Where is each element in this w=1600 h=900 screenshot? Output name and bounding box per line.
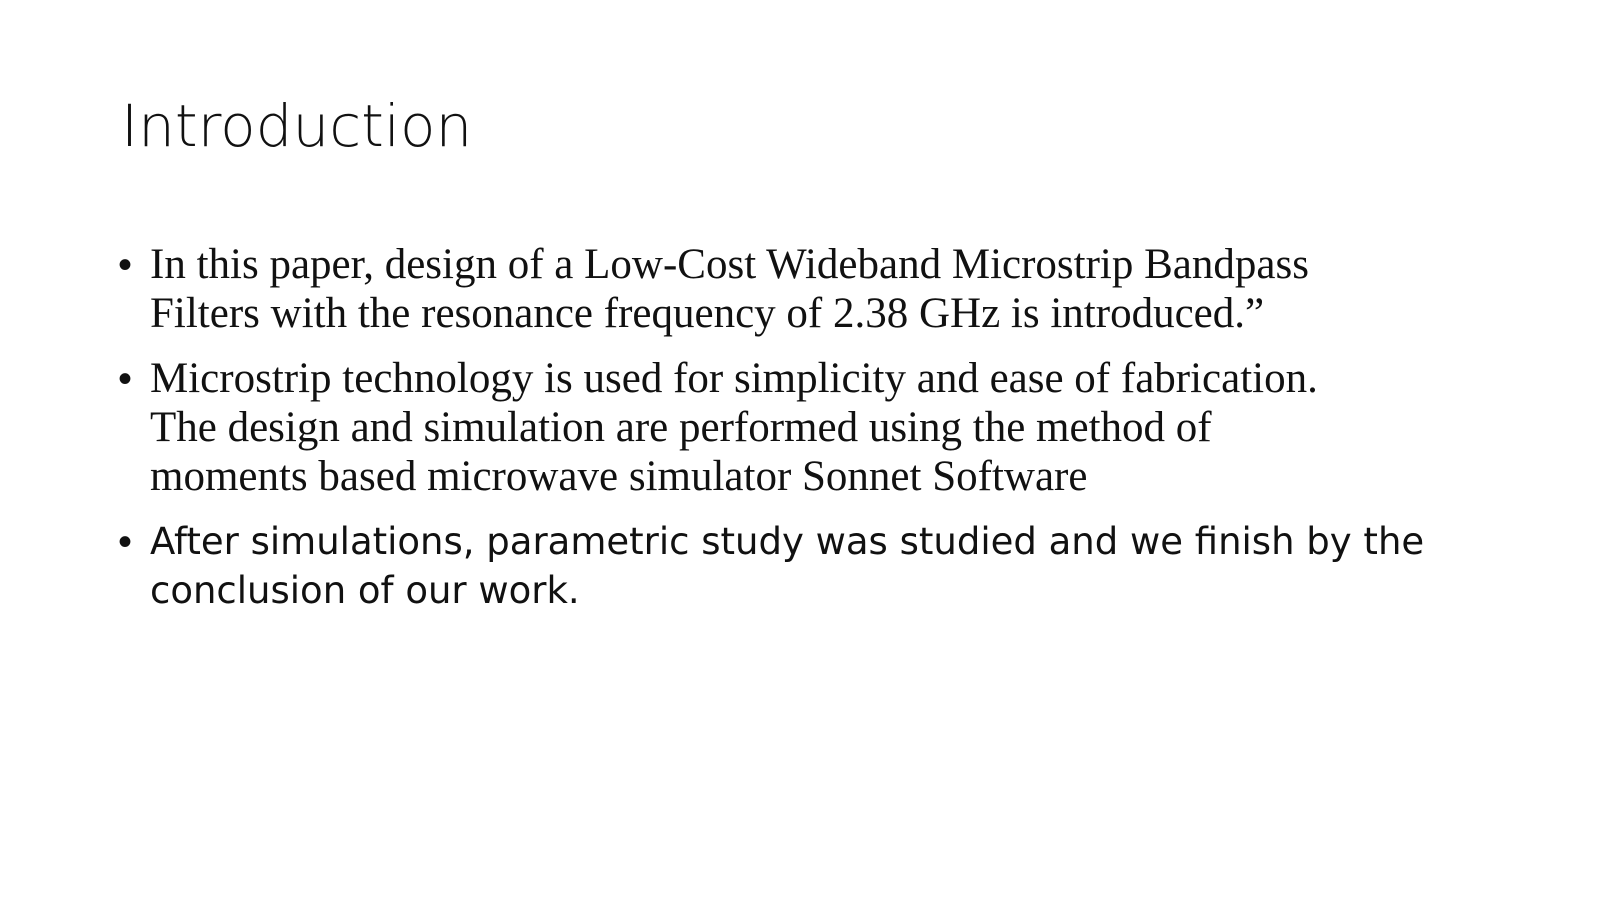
list-item [118,517,1498,615]
bullet-text: After simulations, parametric study was studied and we finish by the conclusion of our work. [150,520,1425,612]
bullet-marker: • [118,357,133,401]
bullet-marker: • [118,243,133,287]
bullet-text: Microstrip technology is used for simplicity and ease of fabrication. The design and simulation are performed using the method of moments based microwave simulator Sonnet Software [150,355,1318,500]
list-item [118,354,1498,501]
slide-title: Introduction [121,92,473,160]
bullet-text: In this paper, design of a Low-Cost Wideband Microstrip Bandpass Filters with the resonance frequency of 2.38 GHz is introduced.” [150,241,1309,337]
list-item [118,240,1498,338]
bullet-list [118,240,1498,631]
bullet-marker: • [118,520,133,564]
